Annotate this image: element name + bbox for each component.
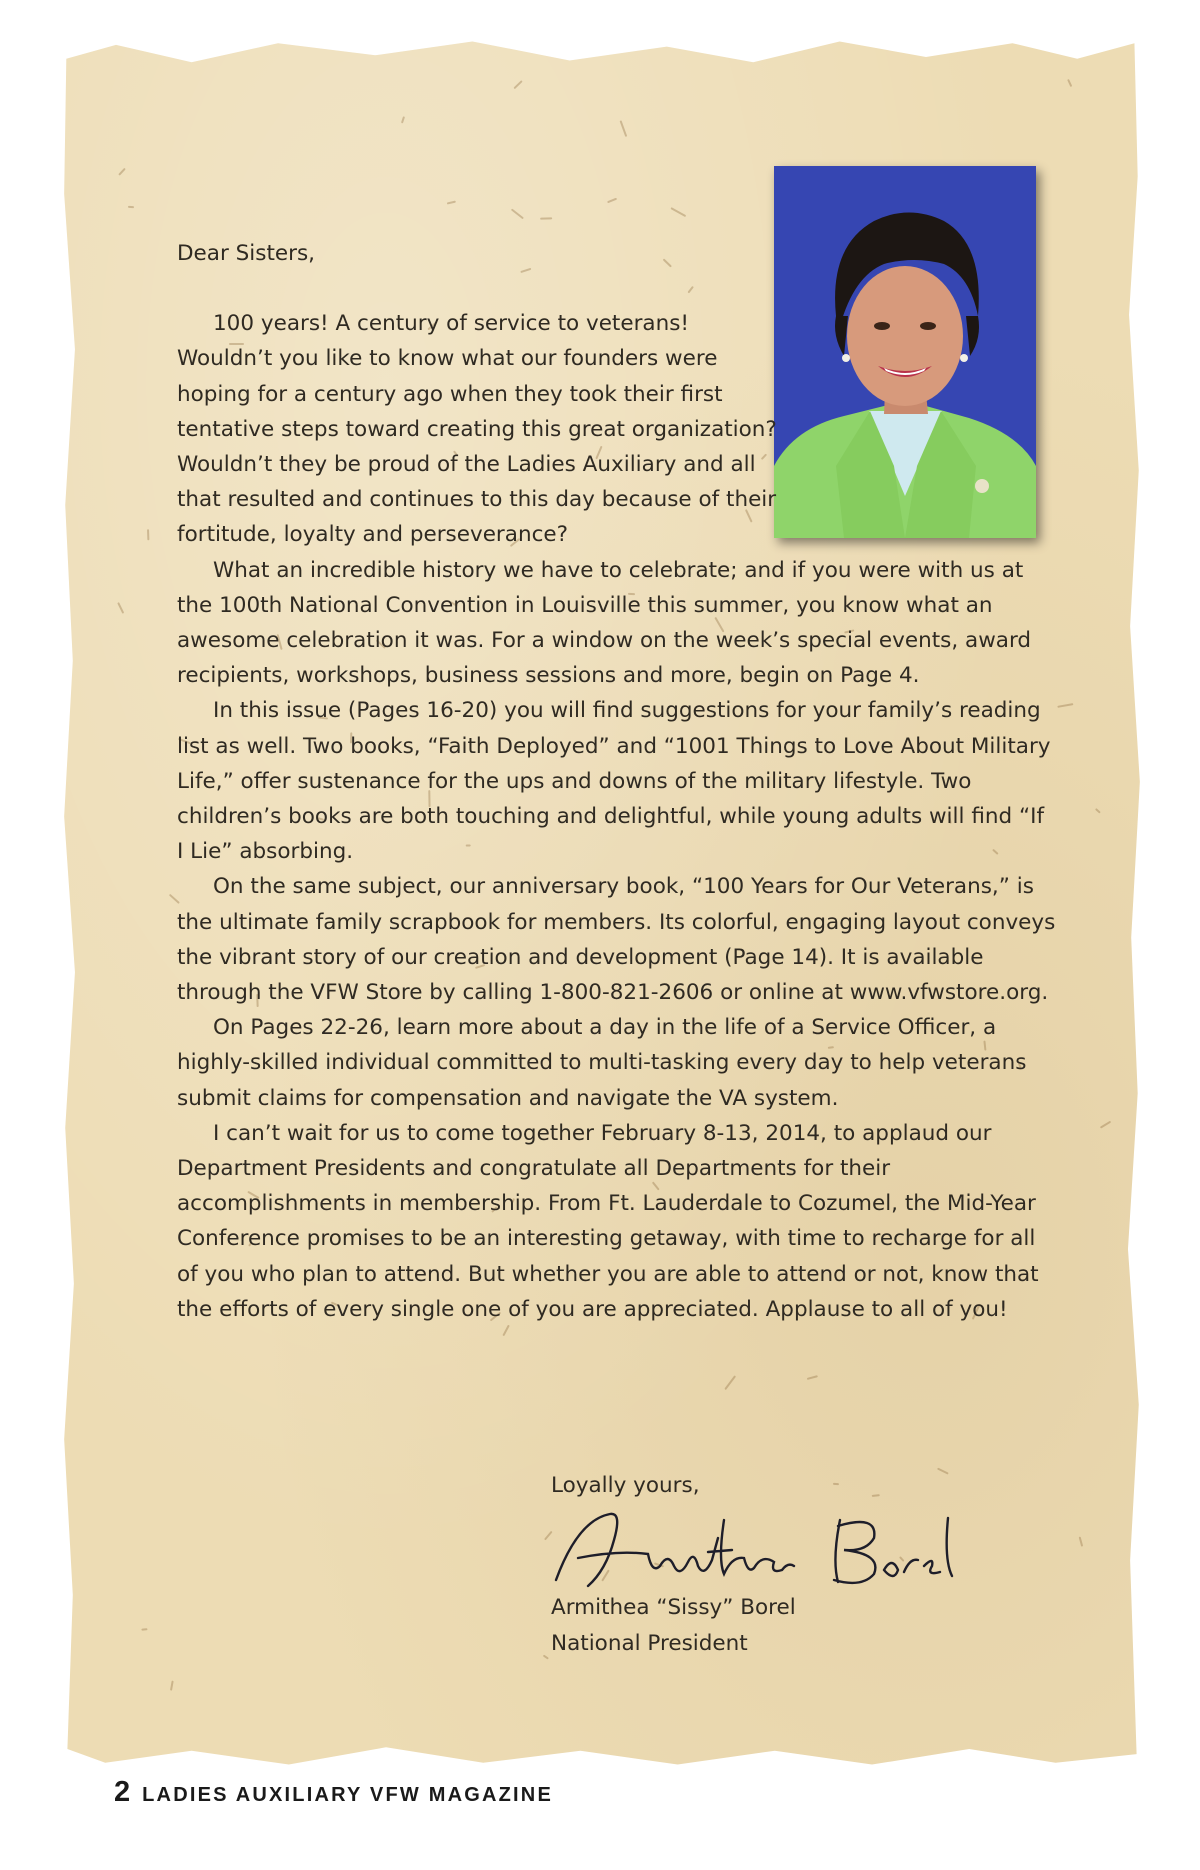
- signer-title: National President: [551, 1630, 748, 1656]
- magazine-title: LADIES AUXILIARY VFW MAGAZINE: [142, 1784, 553, 1806]
- signer-name: Armithea “Sissy” Borel: [551, 1595, 796, 1620]
- letter-greeting: Dear Sisters,: [177, 241, 315, 266]
- page-number: 2: [114, 1776, 131, 1808]
- paper-fiber: [128, 206, 134, 208]
- signer-block: [551, 1590, 796, 1661]
- letter-paragraph: I can’t wait for us to come together February 8-13, 2014, to applaud our Department Presidents and congratulate all Departments for their accomplishments in membership. From Ft. Lauderdale to Cozumel, the Mid-Year Conference promises to be an interesting getaway, with time to recharge for all of you who plan to attend. But whether you are able to attend or not, know that the efforts of every single one of you are appreciated. Applause to all of you!: [177, 1120, 1039, 1322]
- letter-paragraph: In this issue (Pages 16-20) you will find suggestions for your family’s reading list as well. Two books, “Faith Deployed” and “1001 Things to Love About Military Life,” offer sustenance for the ups and downs of the military lifestyle. Two children’s books are both touching and delightful, while young adults will find “If I Lie” absorbing.: [177, 698, 1051, 865]
- handwritten-signature: [548, 1500, 968, 1600]
- page-footer: [114, 1776, 553, 1816]
- letter-body: [177, 236, 1057, 1327]
- letter-paragraph: 100 years! A century of service to veterans! Wouldn’t you like to know what our founders were hoping for a century ago when they took their first tentative steps toward creating this great organization? Wouldn’t they be proud of the Ladies Auxiliary and all that resulted and continues to this day because of their fortitude, loyalty and perseverance?: [177, 311, 777, 548]
- letter-paragraph: On Pages 22-26, learn more about a day in the life of a Service Officer, a highly-skilled individual committed to multi-tasking every day to help veterans submit claims for compensation and navigate the VA system.: [177, 1015, 1027, 1111]
- letter-paragraph: On the same subject, our anniversary book, “100 Years for Our Veterans,” is the ultimate family scrapbook for members. Its colorful, engaging layout conveys the vibrant story of our creation and development (Page 14). It is available through the VFW Store by calling 1-800-821-2606 or online at www.vfwstore.org.: [177, 874, 1056, 1006]
- letter-closing: Loyally yours,: [551, 1473, 700, 1498]
- paper-fiber: [833, 1483, 839, 1485]
- letter-paragraph: What an incredible history we have to celebrate; and if you were with us at the 100th National Convention in Louisville this summer, you know what an awesome celebration it was. For a window on the week’s special events, award recipients, workshops, business sessions and more, begin on Page 4.: [177, 557, 1032, 689]
